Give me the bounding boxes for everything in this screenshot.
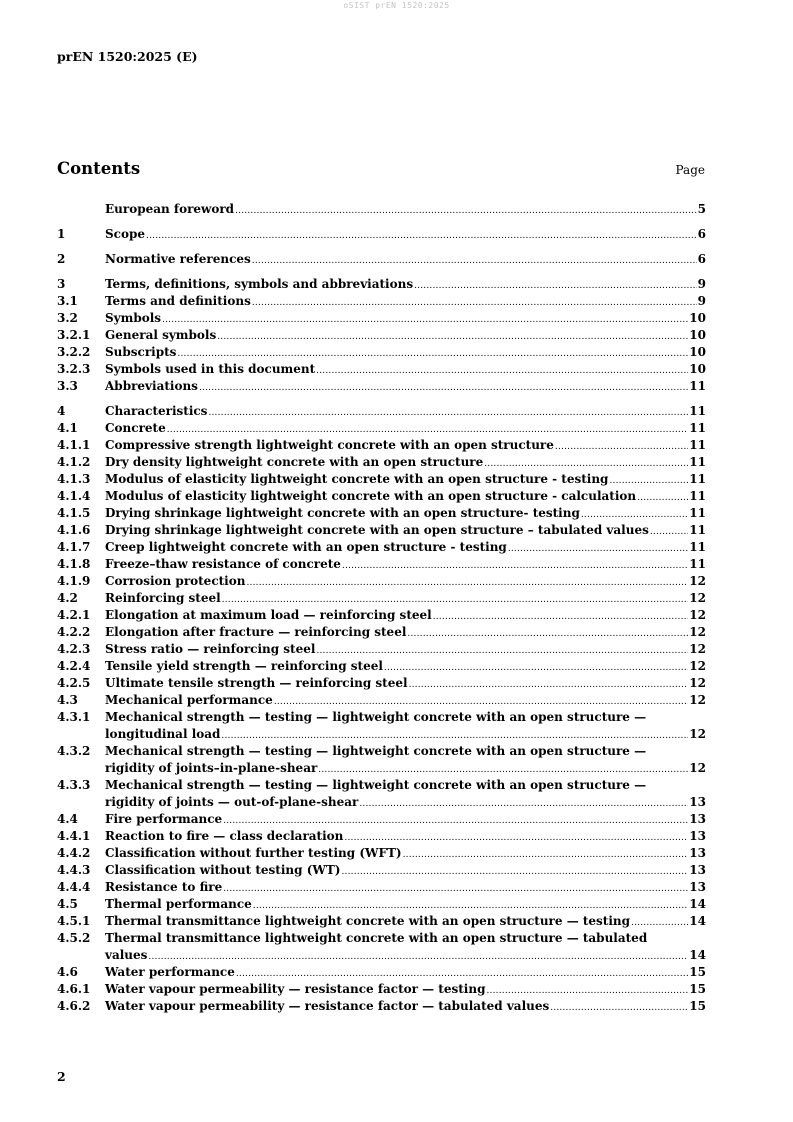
toc-entry-number: 4.6.1 xyxy=(57,982,91,996)
toc-entry-number: 4.5.1 xyxy=(57,914,91,928)
toc-entry-title: Abbreviations xyxy=(105,379,198,393)
toc-entry[interactable] xyxy=(57,293,706,310)
toc-entry-page: 15 xyxy=(689,999,706,1013)
toc-entry-title: Creep lightweight concrete with an open structure - testing xyxy=(105,540,507,554)
toc-entry-page: 14 xyxy=(689,948,706,962)
toc-entry-title: Tensile yield strength — reinforcing steel xyxy=(105,659,383,673)
toc-dot-leader xyxy=(235,203,697,220)
toc-entry-number: 2 xyxy=(57,252,66,266)
toc-entry-page: 10 xyxy=(689,345,706,359)
toc-entry-title: rigidity of joints–in-plane-shear xyxy=(105,761,318,775)
toc-entry[interactable] xyxy=(57,556,706,573)
toc-entry-title: Symbols xyxy=(105,311,162,325)
toc-entry-number: 4.1.3 xyxy=(57,472,91,486)
toc-entry-number: 4.4.2 xyxy=(57,846,91,860)
toc-entry-page: 6 xyxy=(697,252,706,266)
toc-entry-title: Scope xyxy=(105,227,146,241)
toc-entry-title: Drying shrinkage lightweight concrete with an open structure – tabulated values xyxy=(105,523,649,537)
toc-entry[interactable] xyxy=(57,590,706,607)
toc-entry-number: 4.2.4 xyxy=(57,659,91,673)
toc-entry[interactable] xyxy=(57,522,706,539)
toc-entry-title: European foreword xyxy=(105,202,235,216)
toc-entry-title: Terms, definitions, symbols and abbreviations xyxy=(105,277,414,291)
toc-entry-page: 12 xyxy=(689,659,706,673)
toc-entry[interactable] xyxy=(57,454,706,471)
toc-entry-page: 12 xyxy=(689,761,706,775)
toc-entry[interactable] xyxy=(57,310,706,327)
toc-entry-number: 3.2.2 xyxy=(57,345,91,359)
toc-entry[interactable] xyxy=(57,327,706,344)
toc-entry-title: Corrosion protection xyxy=(105,574,246,588)
toc-entry-page: 11 xyxy=(689,379,706,393)
toc-dot-leader xyxy=(650,524,688,541)
toc-entry-page: 12 xyxy=(689,693,706,707)
toc-entry[interactable] xyxy=(57,879,706,896)
toc-dot-leader xyxy=(555,439,688,456)
toc-entry[interactable] xyxy=(57,998,706,1015)
toc-entry[interactable] xyxy=(57,378,706,395)
toc-entry[interactable] xyxy=(57,743,706,760)
toc-entry-title: Characteristics xyxy=(105,404,208,418)
toc-entry-title: Drying shrinkage lightweight concrete with an open structure- testing xyxy=(105,506,580,520)
toc-entry-title: Mechanical performance xyxy=(105,693,273,707)
toc-entry-number: 3 xyxy=(57,277,66,291)
toc-dot-leader xyxy=(252,253,697,270)
toc-dot-leader xyxy=(637,490,688,507)
toc-entry-title: Stress ratio — reinforcing steel xyxy=(105,642,316,656)
toc-entry-title: Reaction to fire — class declaration xyxy=(105,829,344,843)
toc-entry-page: 11 xyxy=(689,455,706,469)
toc-entry[interactable] xyxy=(57,811,706,828)
toc-entry[interactable] xyxy=(57,505,706,522)
toc-entry-title: Elongation at maximum load — reinforcing steel xyxy=(105,608,432,622)
toc-entry-page: 9 xyxy=(697,294,706,308)
toc-dot-leader xyxy=(508,541,688,558)
toc-entry[interactable] xyxy=(57,437,706,454)
toc-entry-number: 4.3.1 xyxy=(57,710,91,724)
toc-entry-number: 4.2.1 xyxy=(57,608,91,622)
toc-entry-number: 4.3 xyxy=(57,693,78,707)
toc-entry-number: 3.1 xyxy=(57,294,78,308)
toc-entry-title: Water performance xyxy=(105,965,235,979)
toc-dot-leader xyxy=(550,1000,688,1017)
toc-entry[interactable] xyxy=(57,709,706,726)
toc-dot-leader xyxy=(359,796,688,813)
toc-entry[interactable] xyxy=(57,420,706,437)
toc-entry-page: 11 xyxy=(689,421,706,435)
toc-entry-title: Symbols used in this document xyxy=(105,362,316,376)
toc-entry-number: 4.2.5 xyxy=(57,676,91,690)
toc-entry-page: 10 xyxy=(689,362,706,376)
toc-entry[interactable] xyxy=(57,641,706,658)
toc-entry-page: 12 xyxy=(689,591,706,605)
toc-entry-page: 11 xyxy=(689,404,706,418)
toc-entry-page: 13 xyxy=(689,812,706,826)
toc-entry[interactable] xyxy=(57,947,706,964)
toc-entry[interactable] xyxy=(57,539,706,556)
toc-entry-page: 13 xyxy=(689,829,706,843)
toc-entry-number: 4.4 xyxy=(57,812,78,826)
toc-entry-number: 4.1.5 xyxy=(57,506,91,520)
toc-entry-number: 4.1.8 xyxy=(57,557,91,571)
toc-entry-number: 4.4.1 xyxy=(57,829,91,843)
toc-entry-number: 4.1.7 xyxy=(57,540,91,554)
toc-entry[interactable] xyxy=(57,726,706,743)
watermark-text: oSIST prEN 1520:2025 xyxy=(343,1,450,10)
toc-entry-title: Modulus of elasticity lightweight concrete with an open structure - calculation xyxy=(105,489,637,503)
toc-entry[interactable] xyxy=(57,403,706,420)
toc-entry-number: 3.3 xyxy=(57,379,78,393)
toc-entry-page: 12 xyxy=(689,727,706,741)
toc-dot-leader xyxy=(316,363,688,380)
toc-dot-leader xyxy=(252,295,697,312)
toc-entry-page: 10 xyxy=(689,311,706,325)
toc-entry[interactable] xyxy=(57,658,706,675)
toc-entry-page: 9 xyxy=(697,277,706,291)
toc-entry-page: 12 xyxy=(689,625,706,639)
toc-entry-title: values xyxy=(105,948,148,962)
toc-entry-title: Classification without testing (WT) xyxy=(105,863,341,877)
toc-entry[interactable] xyxy=(57,675,706,692)
toc-entry-page: 13 xyxy=(689,880,706,894)
toc-entry-page: 14 xyxy=(689,914,706,928)
page-column-heading: Page xyxy=(675,163,705,177)
toc-entry-title: Terms and definitions xyxy=(105,294,251,308)
toc-entry[interactable] xyxy=(57,607,706,624)
toc-entry[interactable] xyxy=(57,488,706,505)
toc-entry-title: rigidity of joints — out-of-plane-shear xyxy=(105,795,359,809)
toc-entry-title: Water vapour permeability — resistance factor — tabulated values xyxy=(105,999,550,1013)
toc-entry-page: 12 xyxy=(689,642,706,656)
toc-entry-title: Fire performance xyxy=(105,812,223,826)
toc-entry-number: 4.6.2 xyxy=(57,999,91,1013)
toc-entry-number: 4.3.2 xyxy=(57,744,91,758)
toc-entry-page: 13 xyxy=(689,795,706,809)
toc-entry-number: 4.2.3 xyxy=(57,642,91,656)
toc-entry-title: Mechanical strength — testing — lightweight concrete with an open structure — xyxy=(105,778,647,792)
toc-entry-title: Freeze–thaw resistance of concrete xyxy=(105,557,341,571)
toc-entry-number: 4.5 xyxy=(57,897,78,911)
toc-dot-leader xyxy=(246,575,688,592)
toc-dot-leader xyxy=(162,312,688,329)
toc-entry-number: 4.4.4 xyxy=(57,880,91,894)
toc-entry-number: 3.2 xyxy=(57,311,78,325)
toc-entry-number: 4.3.3 xyxy=(57,778,91,792)
toc-entry-number: 4.2.2 xyxy=(57,625,91,639)
footer-page-number: 2 xyxy=(57,1069,66,1084)
toc-entry[interactable] xyxy=(57,361,706,378)
toc-entry-page: 15 xyxy=(689,982,706,996)
toc-entry[interactable] xyxy=(57,794,706,811)
toc-dot-leader xyxy=(384,660,688,677)
toc-entry-title: Thermal transmittance lightweight concrete with an open structure — testing xyxy=(105,914,631,928)
toc-entry-number: 3.2.3 xyxy=(57,362,91,376)
toc-entry-title: Elongation after fracture — reinforcing steel xyxy=(105,625,407,639)
toc-entry[interactable] xyxy=(57,964,706,981)
toc-entry-number: 1 xyxy=(57,227,66,241)
toc-entry-number: 3.2.1 xyxy=(57,328,91,342)
toc-dot-leader xyxy=(433,609,689,626)
toc-entry-number: 4.6 xyxy=(57,965,78,979)
toc-entry-page: 11 xyxy=(689,557,706,571)
toc-entry-title: longitudinal load xyxy=(105,727,221,741)
toc-entry-title: Classification without further testing (WFT) xyxy=(105,846,402,860)
toc-dot-leader xyxy=(223,881,688,898)
toc-entry[interactable] xyxy=(57,845,706,862)
toc-dot-leader xyxy=(409,677,689,694)
toc-entry-number: 4.5.2 xyxy=(57,931,91,945)
toc-entry-title: Compressive strength lightweight concrete with an open structure xyxy=(105,438,554,452)
toc-entry-page: 15 xyxy=(689,965,706,979)
toc-entry[interactable] xyxy=(57,624,706,641)
toc-entry[interactable] xyxy=(57,471,706,488)
toc-entry-number: 4.1.4 xyxy=(57,489,91,503)
toc-entry-number: 4.1 xyxy=(57,421,78,435)
toc-entry[interactable] xyxy=(57,760,706,777)
toc-entry-number: 4.1.1 xyxy=(57,438,91,452)
toc-entry[interactable] xyxy=(57,251,706,268)
toc-entry[interactable] xyxy=(57,981,706,998)
toc-entry-page: 5 xyxy=(697,202,706,216)
toc-dot-leader xyxy=(414,278,697,295)
toc-entry-page: 10 xyxy=(689,328,706,342)
toc-entry-title: Concrete xyxy=(105,421,166,435)
toc-entry-page: 11 xyxy=(689,506,706,520)
toc-entry-number: 4.2 xyxy=(57,591,78,605)
toc-entry-number: 4.1.9 xyxy=(57,574,91,588)
toc-entry-page: 14 xyxy=(689,897,706,911)
toc-dot-leader xyxy=(208,405,688,422)
toc-entry-number: 4.1.6 xyxy=(57,523,91,537)
toc-dot-leader xyxy=(341,864,688,881)
toc-dot-leader xyxy=(342,558,688,575)
toc-entry[interactable] xyxy=(57,777,706,794)
toc-entry[interactable] xyxy=(57,276,706,293)
toc-dot-leader xyxy=(199,380,688,397)
toc-entry-title: Normative references xyxy=(105,252,251,266)
toc-entry-title: General symbols xyxy=(105,328,217,342)
toc-dot-leader xyxy=(403,847,689,864)
toc-entry[interactable] xyxy=(57,573,706,590)
table-of-contents xyxy=(57,201,706,1015)
toc-entry-title: Modulus of elasticity lightweight concrete with an open structure - testing xyxy=(105,472,609,486)
toc-entry-page: 13 xyxy=(689,846,706,860)
toc-dot-leader xyxy=(407,626,688,643)
toc-entry-title: Ultimate tensile strength — reinforcing steel xyxy=(105,676,408,690)
toc-entry[interactable] xyxy=(57,828,706,845)
toc-entry-title: Dry density lightweight concrete with an open structure xyxy=(105,455,484,469)
toc-entry-title: Water vapour permeability — resistance factor — testing xyxy=(105,982,486,996)
contents-title: Contents xyxy=(57,159,141,178)
toc-entry-number: 4.1.2 xyxy=(57,455,91,469)
toc-entry-page: 11 xyxy=(689,489,706,503)
toc-dot-leader xyxy=(146,228,697,245)
toc-entry-page: 6 xyxy=(697,227,706,241)
toc-entry-page: 12 xyxy=(689,676,706,690)
toc-entry[interactable] xyxy=(57,201,706,218)
toc-entry[interactable] xyxy=(57,930,706,947)
toc-entry[interactable] xyxy=(57,896,706,913)
toc-entry-title: Mechanical strength — testing — lightweight concrete with an open structure — xyxy=(105,710,647,724)
toc-entry-page: 12 xyxy=(689,608,706,622)
document-id: prEN 1520:2025 (E) xyxy=(57,49,198,64)
toc-entry[interactable] xyxy=(57,226,706,243)
toc-entry-page: 11 xyxy=(689,523,706,537)
toc-entry-title: Mechanical strength — testing — lightweight concrete with an open structure — xyxy=(105,744,647,758)
toc-entry-page: 13 xyxy=(689,863,706,877)
toc-entry[interactable] xyxy=(57,862,706,879)
toc-entry[interactable] xyxy=(57,913,706,930)
toc-entry-page: 11 xyxy=(689,472,706,486)
toc-entry-page: 11 xyxy=(689,438,706,452)
toc-entry[interactable] xyxy=(57,344,706,361)
toc-entry[interactable] xyxy=(57,692,706,709)
toc-entry-title: Subscripts xyxy=(105,345,177,359)
toc-entry-title: Reinforcing steel xyxy=(105,591,221,605)
toc-entry-title: Resistance to fire xyxy=(105,880,223,894)
toc-entry-page: 11 xyxy=(689,540,706,554)
toc-entry-page: 12 xyxy=(689,574,706,588)
toc-entry-number: 4 xyxy=(57,404,66,418)
toc-entry-number: 4.4.3 xyxy=(57,863,91,877)
toc-dot-leader xyxy=(217,329,688,346)
toc-entry-title: Thermal performance xyxy=(105,897,252,911)
toc-entry-title: Thermal transmittance lightweight concrete with an open structure — tabulated xyxy=(105,931,648,945)
